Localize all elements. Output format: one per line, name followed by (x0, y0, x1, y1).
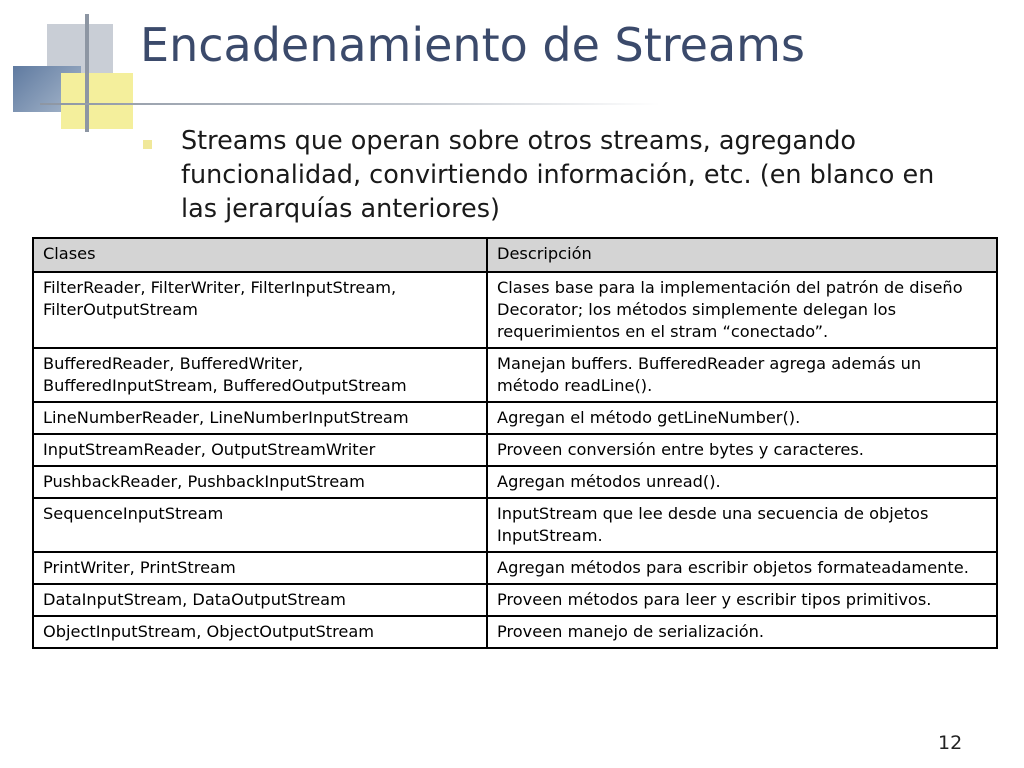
cell-description: Proveen métodos para leer y escribir tipos primitivos. (487, 584, 997, 616)
decor-square-yellow (61, 73, 133, 129)
cell-classes: PrintWriter, PrintStream (33, 552, 487, 584)
page-number: 12 (938, 732, 963, 754)
table-header-row (33, 238, 997, 272)
table-row (33, 402, 997, 434)
streams-table (32, 237, 998, 649)
cell-classes: DataInputStream, DataOutputStream (33, 584, 487, 616)
slide-title: Encadenamiento de Streams (140, 18, 805, 72)
table-row (33, 272, 997, 348)
bullet-text: Streams que operan sobre otros streams, agregando funcionalidad, convirtiendo información, etc. (en blanco en las jerarquías anteriores) (181, 126, 935, 224)
cell-description: Clases base para la implementación del patrón de diseño Decorator; los métodos simplemente delegan los requerimientos en el stram “conectado”. (487, 272, 997, 348)
table-row (33, 616, 997, 648)
bullet-item (143, 124, 973, 226)
cell-description: Proveen conversión entre bytes y caracteres. (487, 434, 997, 466)
decor-title-underline (40, 103, 660, 105)
cell-classes: PushbackReader, PushbackInputStream (33, 466, 487, 498)
cell-classes: LineNumberReader, LineNumberInputStream (33, 402, 487, 434)
cell-description: Agregan el método getLineNumber(). (487, 402, 997, 434)
cell-classes: ObjectInputStream, ObjectOutputStream (33, 616, 487, 648)
square-bullet-icon (143, 140, 152, 149)
header-descripcion: Descripción (487, 238, 997, 272)
cell-classes: FilterReader, FilterWriter, FilterInputStream, FilterOutputStream (33, 272, 487, 348)
table-row (33, 434, 997, 466)
table-row (33, 584, 997, 616)
cell-description: InputStream que lee desde una secuencia de objetos InputStream. (487, 498, 997, 552)
cell-classes: InputStreamReader, OutputStreamWriter (33, 434, 487, 466)
table-row (33, 552, 997, 584)
cell-classes: BufferedReader, BufferedWriter, BufferedInputStream, BufferedOutputStream (33, 348, 487, 402)
table-row (33, 498, 997, 552)
cell-description: Agregan métodos unread(). (487, 466, 997, 498)
header-clases: Clases (33, 238, 487, 272)
cell-description: Proveen manejo de serialización. (487, 616, 997, 648)
cell-classes: SequenceInputStream (33, 498, 487, 552)
table-row (33, 348, 997, 402)
cell-description: Manejan buffers. BufferedReader agrega además un método readLine(). (487, 348, 997, 402)
table-row (33, 466, 997, 498)
decor-vertical-line (85, 14, 89, 132)
cell-description: Agregan métodos para escribir objetos formateadamente. (487, 552, 997, 584)
